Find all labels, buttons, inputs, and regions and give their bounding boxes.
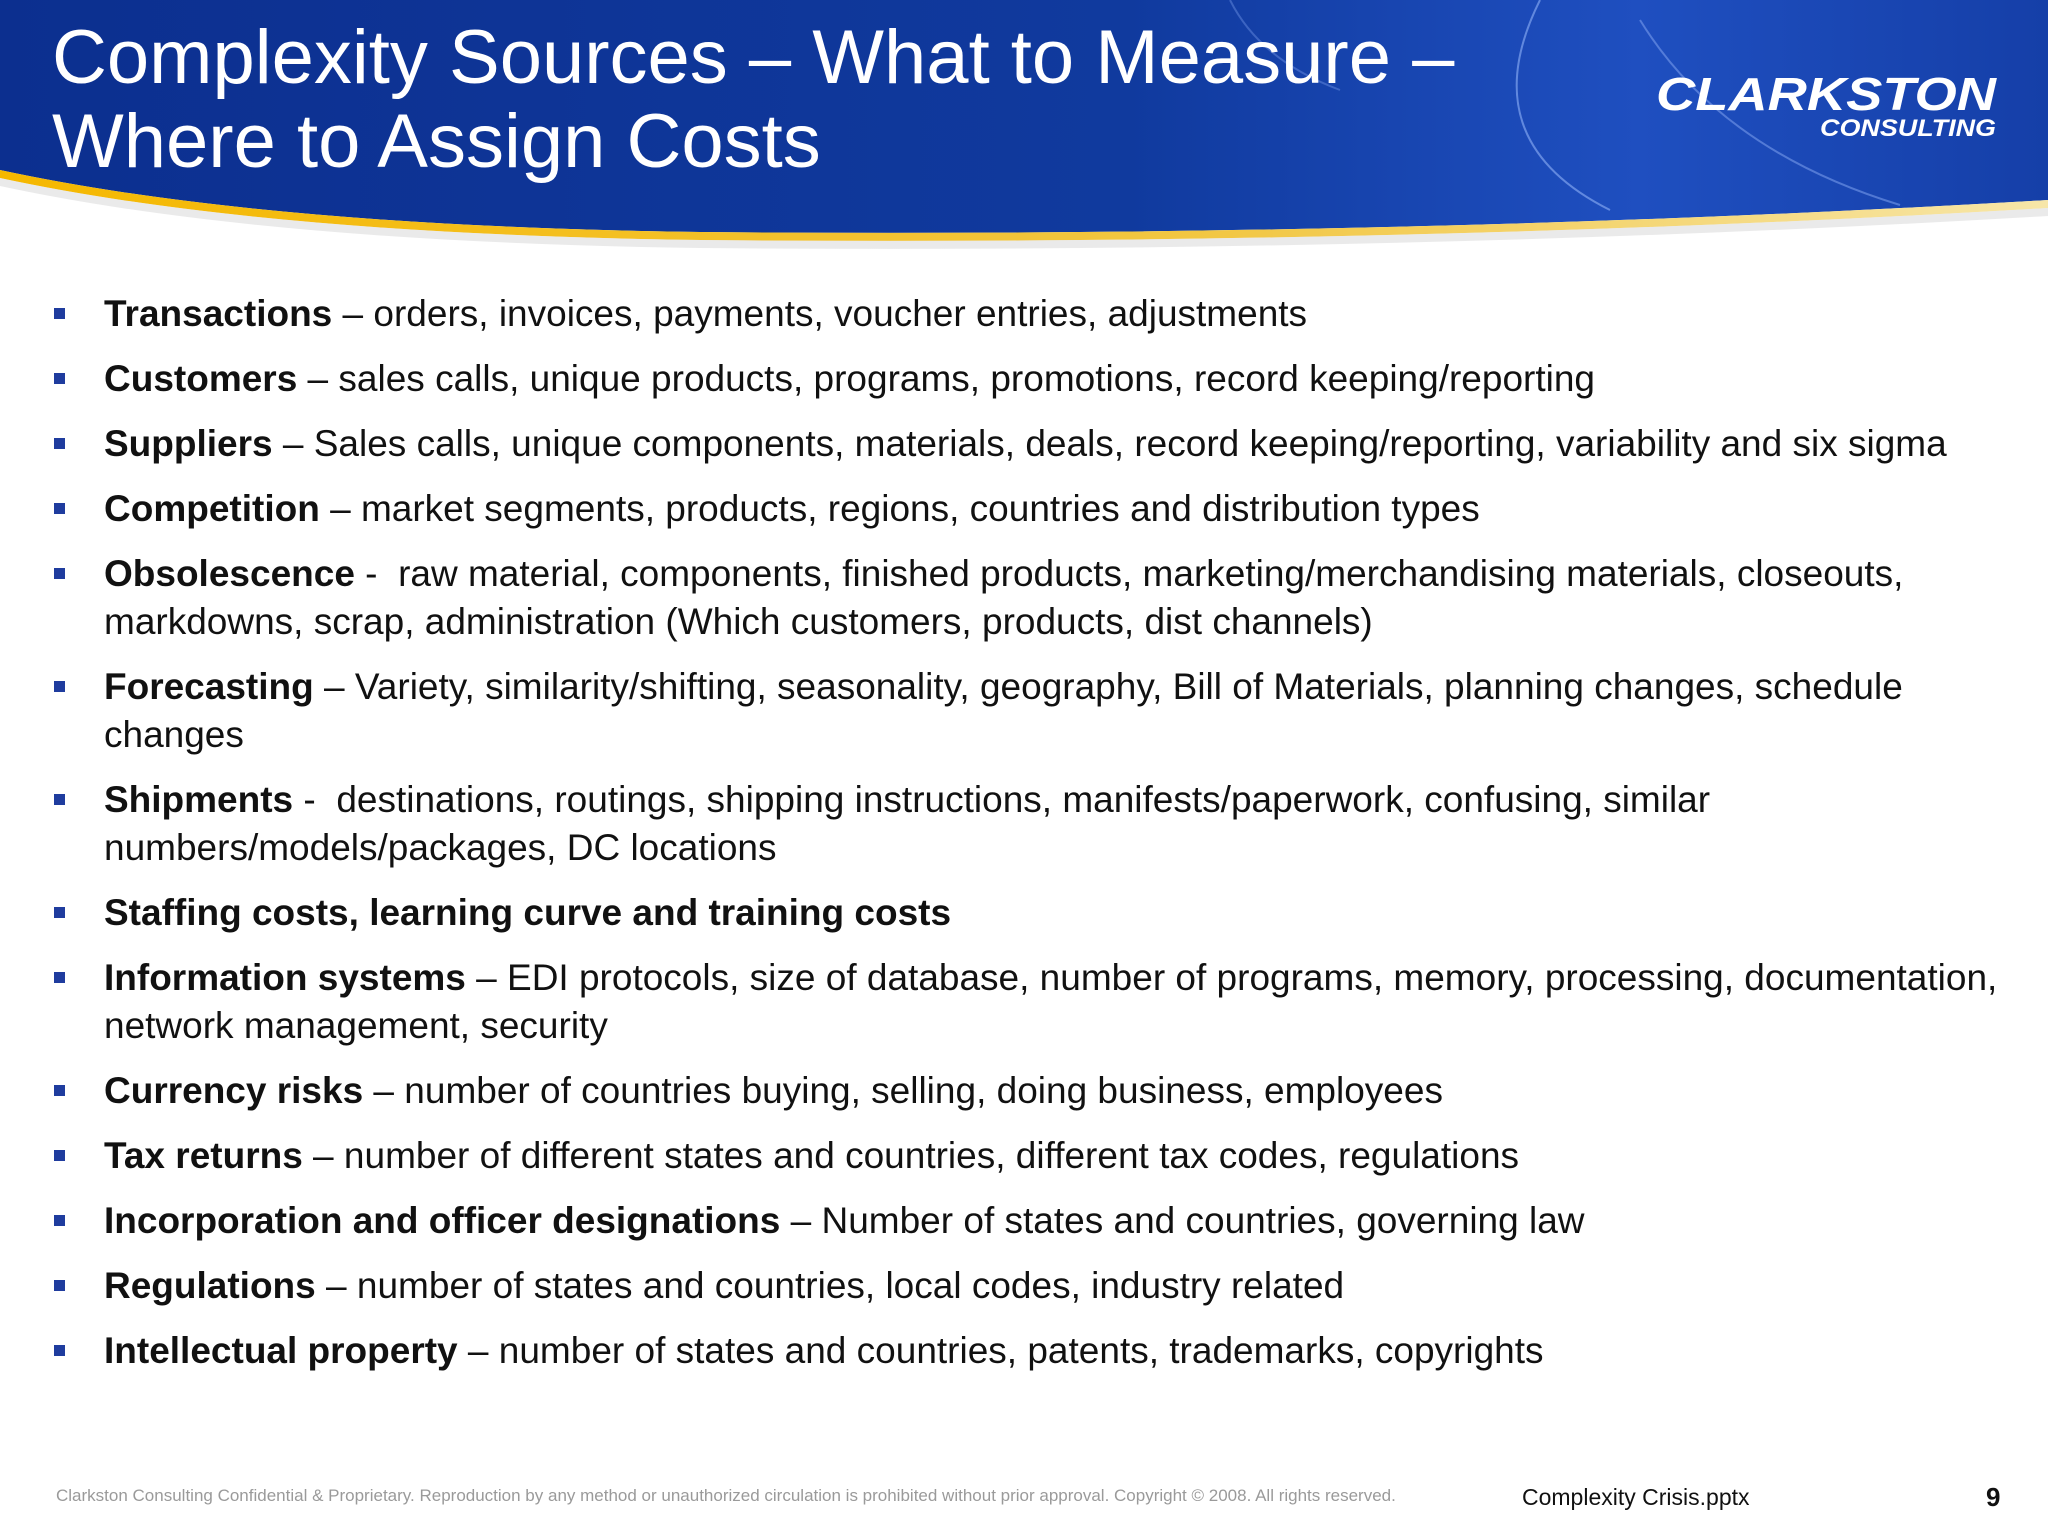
bullet-term: Competition — [104, 488, 320, 529]
bullet-description: orders, invoices, payments, voucher entries, adjustments — [373, 293, 1308, 334]
bullet-separator: – — [319, 488, 361, 529]
bullet-item — [52, 663, 2002, 759]
bullet-description: number of states and countries, local codes, industry related — [356, 1265, 1345, 1306]
bullet-item — [52, 1197, 2002, 1245]
bullet-description: number of states and countries, patents, trademarks, copyrights — [498, 1330, 1544, 1371]
bullet-separator: – — [302, 1135, 344, 1176]
bullet-separator: – — [297, 358, 339, 399]
bullet-description: sales calls, unique products, programs, promotions, record keeping/reporting — [338, 358, 1596, 399]
bullet-item — [52, 290, 2002, 338]
file-name: Complexity Crisis.pptx — [1522, 1484, 1750, 1510]
bullet-item — [52, 954, 2002, 1050]
bullet-item — [52, 776, 2002, 872]
square-bullet-icon — [54, 907, 65, 918]
bullet-term: Currency risks — [104, 1070, 364, 1111]
square-bullet-icon — [54, 1085, 65, 1096]
clarkston-logo — [1650, 72, 2010, 144]
bullet-separator: – — [780, 1200, 822, 1241]
bullet-term: Forecasting — [104, 666, 314, 707]
bullet-description: Number of states and countries, governing law — [821, 1200, 1585, 1241]
svg-text:CLARKSTON: CLARKSTON — [1656, 72, 1997, 120]
bullet-description: destinations, routings, shipping instructions, manifests/paperwork, confusing, similar numbers/models/packages, DC locations — [104, 779, 1711, 868]
bullet-separator: – — [332, 293, 374, 334]
square-bullet-icon — [54, 373, 65, 384]
bullet-term: Incorporation and officer designations — [104, 1200, 781, 1241]
bullet-description: EDI protocols, size of database, number of programs, memory, processing, documentation, network management, security — [104, 957, 1998, 1046]
page-title — [52, 16, 1592, 184]
bullet-term: Tax returns — [104, 1135, 303, 1176]
square-bullet-icon — [54, 1150, 65, 1161]
bullet-item — [52, 1067, 2002, 1115]
bullet-separator: – — [272, 423, 314, 464]
bullet-item — [52, 1327, 2002, 1375]
bullet-term: Transactions — [104, 293, 333, 334]
bullet-description: number of countries buying, selling, doing business, employees — [404, 1070, 1443, 1111]
title-line-1: Complexity Sources – What to Measure – — [52, 15, 1455, 100]
square-bullet-icon — [54, 1280, 65, 1291]
bullet-term: Regulations — [104, 1265, 316, 1306]
square-bullet-icon — [54, 1345, 65, 1356]
bullet-term: Obsolescence — [104, 553, 355, 594]
bullet-item — [52, 485, 2002, 533]
bullet-separator: – — [465, 957, 508, 998]
confidential-notice: Clarkston Consulting Confidential & Proprietary. Reproduction by any method or unauthorized circulation is prohibited without prior approval. Copyright © 2008. All rights reserved. — [56, 1486, 1396, 1505]
square-bullet-icon — [54, 1215, 65, 1226]
bullet-separator: – — [363, 1070, 405, 1111]
bullet-description: number of different states and countries, different tax codes, regulations — [343, 1135, 1520, 1176]
square-bullet-icon — [54, 794, 65, 805]
bullet-description: raw material, components, finished products, marketing/merchandising materials, closeouts, markdowns, scrap, administration (Which customers, products, dist channels) — [104, 553, 1904, 642]
bullet-description: Sales calls, unique components, materials, deals, record keeping/reporting, variability and six sigma — [313, 423, 1947, 464]
square-bullet-icon — [54, 308, 65, 319]
bullet-term: Shipments — [104, 779, 294, 820]
square-bullet-icon — [54, 681, 65, 692]
bullet-term: Intellectual property — [104, 1330, 458, 1371]
bullet-item — [52, 355, 2002, 403]
bullet-item — [52, 1262, 2002, 1310]
title-line-2: Where to Assign Costs — [52, 99, 821, 184]
bullet-term: Staffing costs, learning curve and training costs — [104, 892, 952, 933]
bullet-separator: – — [457, 1330, 499, 1371]
svg-text:CONSULTING: CONSULTING — [1820, 115, 1996, 142]
bullet-item — [52, 1132, 2002, 1180]
bullet-item — [52, 889, 2002, 937]
square-bullet-icon — [54, 972, 65, 983]
page-number: 9 — [1986, 1482, 2001, 1512]
bullet-description: Variety, similarity/shifting, seasonality, geography, Bill of Materials, planning changes, schedule changes — [104, 666, 1903, 755]
bullet-separator: - — [354, 553, 399, 594]
bullet-description: market segments, products, regions, countries and distribution types — [360, 488, 1480, 529]
bullet-list — [52, 290, 2002, 1392]
bullet-term: Information systems — [104, 957, 466, 998]
square-bullet-icon — [54, 568, 65, 579]
bullet-separator: – — [313, 666, 355, 707]
bullet-separator: – — [315, 1265, 357, 1306]
bullet-item — [52, 420, 2002, 468]
bullet-item — [52, 550, 2002, 646]
bullet-term: Suppliers — [104, 423, 273, 464]
square-bullet-icon — [54, 503, 65, 514]
bullet-term: Customers — [104, 358, 298, 399]
square-bullet-icon — [54, 438, 65, 449]
bullet-separator: - — [293, 779, 337, 820]
